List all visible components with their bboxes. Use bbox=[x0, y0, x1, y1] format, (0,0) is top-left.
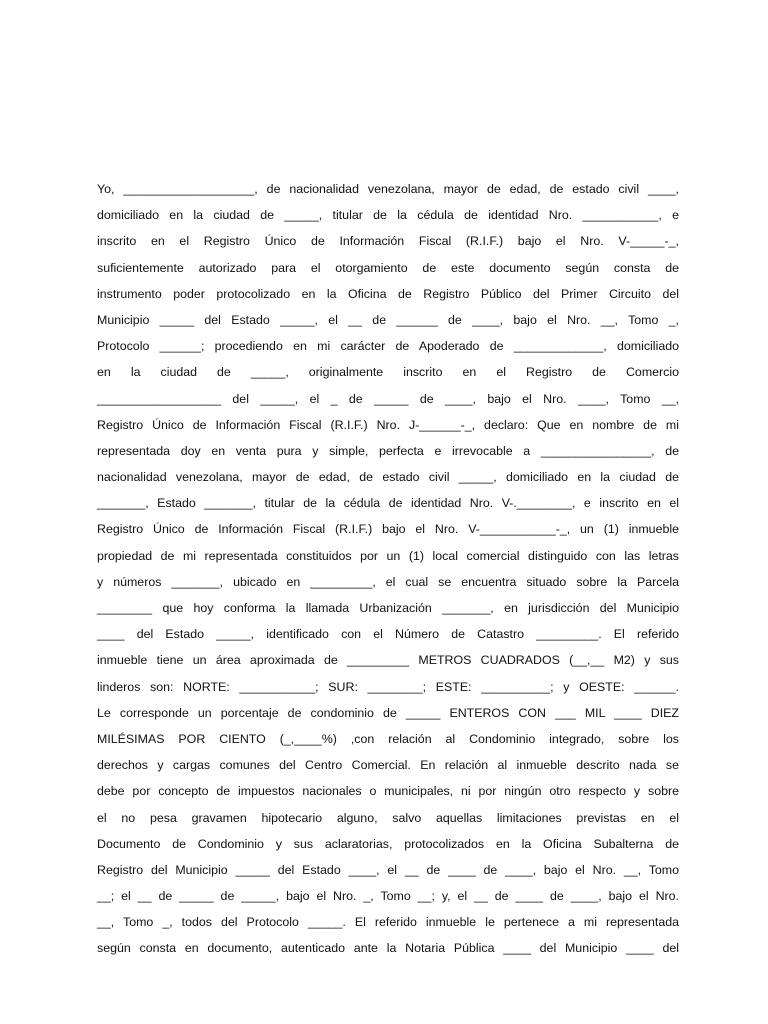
document-line: inscrito en el Registro Único de Información Fiscal (R.I.F.) bajo el Nro. V-_____-_, bbox=[97, 234, 679, 249]
document-line: en la ciudad de _____, originalmente inscrito en el Registro de Comercio bbox=[97, 365, 679, 380]
document-line: __________________ del _____, el _ de _____ de ____, bajo el Nro. ____, Tomo __, bbox=[97, 391, 679, 406]
document-line: debe por concepto de impuestos nacionales o municipales, ni por ningún otro respecto y sobre bbox=[97, 784, 679, 799]
document-line: Registro Único de Información Fiscal (R.I.F.) bajo el Nro. V-___________-_, un (1) inmueble bbox=[97, 522, 679, 537]
document-line: propiedad de mi representada constituidos por un (1) local comercial distinguido con las letras bbox=[97, 548, 679, 563]
document-line: suficientemente autorizado para el otorgamiento de este documento según consta de bbox=[97, 260, 679, 275]
document-line: derechos y cargas comunes del Centro Comercial. En relación al inmueble descrito nada se bbox=[97, 758, 679, 773]
document-line: y números _______, ubicado en _________, el cual se encuentra situado sobre la Parcela bbox=[97, 574, 679, 589]
document-line: Yo, ___________________, de nacionalidad venezolana, mayor de edad, de estado civil ____, bbox=[97, 182, 679, 196]
document-line: inmueble tiene un área aproximada de _________ METROS CUADRADOS (__,__ M2) y sus bbox=[97, 653, 679, 668]
document-line: domiciliado en la ciudad de _____, titular de la cédula de identidad Nro. ___________, e bbox=[97, 208, 679, 223]
document-line: Registro Único de Información Fiscal (R.I.F.) Nro. J-______-_, declaro: Que en nombre de mi bbox=[97, 417, 679, 432]
document-line: Documento de Condominio y sus aclaratorias, protocolizados en la Oficina Subalterna de bbox=[97, 836, 679, 851]
document-body bbox=[97, 176, 679, 962]
document-line: Protocolo ______; procediendo en mi carácter de Apoderado de _____________, domiciliado bbox=[97, 339, 679, 354]
document-line: Le corresponde un porcentaje de condominio de _____ ENTEROS CON ___ MIL ____ DIEZ bbox=[97, 705, 679, 720]
document-line: linderos son: NORTE: ___________; SUR: ________; ESTE: __________; y OESTE: ______. bbox=[97, 679, 679, 694]
document-line: __, Tomo _, todos del Protocolo _____. El referido inmueble le pertenece a mi representada bbox=[97, 915, 679, 930]
document-line: instrumento poder protocolizado en la Oficina de Registro Público del Primer Circuito del bbox=[97, 286, 679, 301]
document-line: __; el __ de _____ de _____, bajo el Nro. _, Tomo __; y, el __ de ____ de ____, bajo el Nro. bbox=[97, 889, 679, 904]
document-line: Registro del Municipio _____ del Estado ____, el __ de ____ de ____, bajo el Nro. __, Tomo bbox=[97, 862, 679, 877]
document-line: nacionalidad venezolana, mayor de edad, de estado civil _____, domiciliado en la ciudad de bbox=[97, 470, 679, 485]
document-line: según consta en documento, autenticado ante la Notaria Pública ____ del Municipio ____ del bbox=[97, 941, 679, 956]
document-line: Municipio _____ del Estado _____, el __ de ______ de ____, bajo el Nro. __, Tomo _, bbox=[97, 312, 679, 327]
document-line: representada doy en venta pura y simple, perfecta e irrevocable a ________________, de bbox=[97, 443, 679, 458]
document-line: el no pesa gravamen hipotecario alguno, salvo aquellas limitaciones previstas en el bbox=[97, 810, 679, 825]
document-line: ____ del Estado _____, identificado con el Número de Catastro _________. El referido bbox=[97, 627, 679, 642]
document-line: ________ que hoy conforma la llamada Urbanización _______, en jurisdicción del Municipio bbox=[97, 601, 679, 615]
document-line: _______, Estado _______, titular de la cédula de identidad Nro. V-.________, e inscrito en el bbox=[97, 496, 679, 511]
document-line: MILÉSIMAS POR CIENTO (_,____%) ,con relación al Condominio integrado, sobre los bbox=[97, 731, 679, 746]
